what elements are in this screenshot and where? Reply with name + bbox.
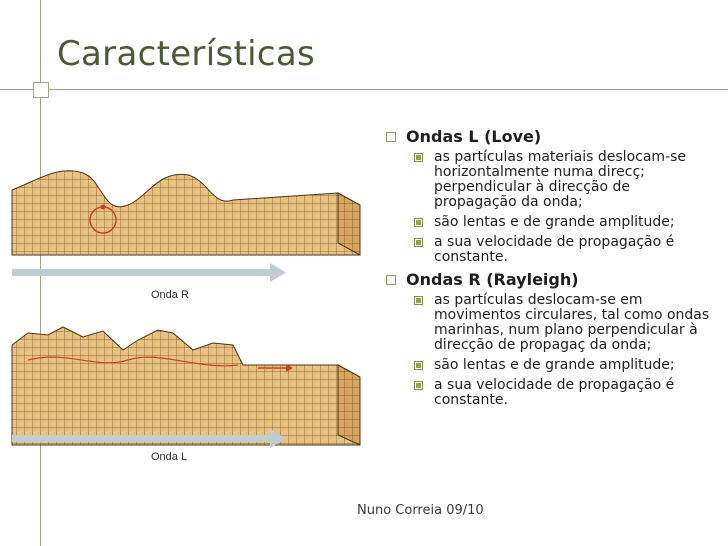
list-item: a sua velocidade de propagação é constante. [382,235,712,265]
horizontal-rule [0,89,728,90]
square-bullet-icon [386,275,396,285]
slide-footer: Nuno Correia 09/10 [357,503,484,518]
filled-square-bullet-icon [414,153,423,162]
list-item: são lentas e de grande amplitude; [382,215,712,230]
corner-square [33,82,49,98]
slide-title: Características [57,34,315,74]
filled-square-bullet-icon [414,218,423,227]
slide-content [382,127,712,413]
wave-diagram [8,155,363,465]
section-heading-rayleigh: Ondas R (Rayleigh) [382,270,712,289]
filled-square-bullet-icon [414,238,423,247]
filled-square-bullet-icon [414,361,423,370]
square-bullet-icon [386,132,396,142]
list-item: são lentas e de grande amplitude; [382,358,712,373]
arrow-top [12,263,286,282]
section-heading-love: Ondas L (Love) [382,127,712,146]
list-item: as partículas deslocam-se em movimentos circulares, tal como ondas marinhas, num plano perpendicular à direcção de propagaç da onda; [382,293,712,353]
rayleigh-block [12,171,360,255]
filled-square-bullet-icon [414,296,423,305]
label-onda-r: Onda R [151,289,189,301]
filled-square-bullet-icon [414,381,423,390]
love-block [12,327,360,445]
list-item: a sua velocidade de propagação é constante. [382,378,712,408]
wave-illustration [8,155,363,465]
label-onda-l: Onda L [151,451,188,463]
list-item: as partículas materiais deslocam-se horizontalmente numa direcç; perpendicular à direcção de propagação da onda; [382,150,712,210]
